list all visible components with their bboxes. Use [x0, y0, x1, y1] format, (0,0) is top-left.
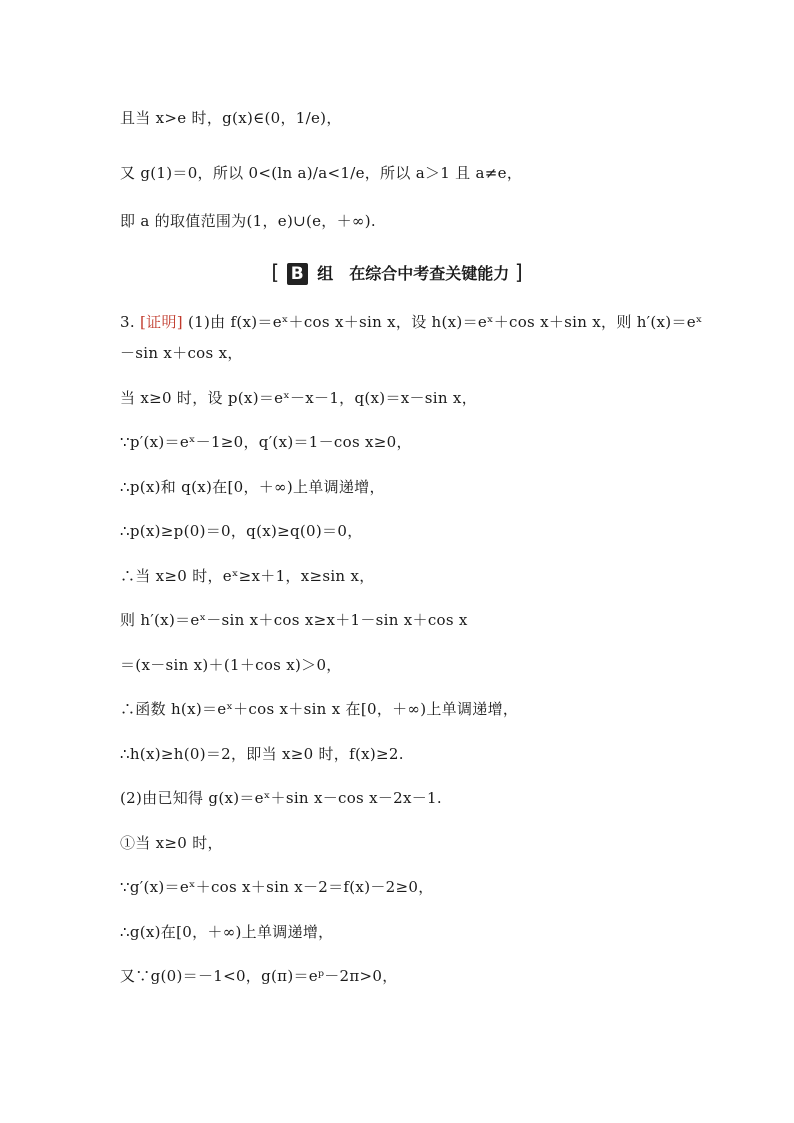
text-line: ∴h(x)≥h(0)＝2，即当 x≥0 时，f(x)≥2. — [120, 745, 404, 763]
heading-open-bracket: [ — [271, 260, 280, 284]
heading-close-bracket: ] — [514, 260, 523, 284]
problem-number: 3. — [120, 313, 135, 331]
problem-text: (1)由 f(x)＝eˣ＋cos x＋sin x，设 h(x)＝eˣ＋cos x＋sin x，则 h′(x)＝eˣ — [187, 313, 703, 331]
group-badge: B — [287, 263, 308, 285]
heading-title: 组 在综合中考查关键能力 — [317, 264, 510, 283]
text-line: 则 h′(x)＝eˣ－sin x＋cos x≥x＋1－sin x＋cos x — [120, 611, 468, 629]
text-line: ∴函数 h(x)＝eˣ＋cos x＋sin x 在[0，＋∞)上单调递增， — [120, 700, 519, 718]
text-line: ∵g′(x)＝eˣ＋cos x＋sin x－2＝f(x)－2≥0， — [120, 878, 434, 896]
text-line: 又 g(1)＝0，所以 0<(ln a)/a<1/e，所以 a＞1 且 a≠e， — [120, 164, 523, 182]
text-line: (2)由已知得 g(x)＝eˣ＋sin x－cos x－2x－1. — [120, 789, 442, 807]
proof-tag: [证明] — [140, 313, 183, 331]
text-line: ∴p(x)≥p(0)＝0，q(x)≥q(0)＝0， — [120, 522, 363, 540]
text-line: ＝(x－sin x)＋(1＋cos x)＞0， — [120, 656, 342, 674]
text-line: 且当 x>e 时，g(x)∈(0，1/e)， — [120, 109, 342, 127]
text-line: ∴g(x)在[0，＋∞)上单调递增， — [120, 923, 334, 941]
text-line: ①当 x≥0 时， — [120, 834, 223, 852]
text-line: 即 a 的取值范围为(1，e)∪(e，＋∞). — [120, 212, 376, 230]
text-line: 又∵g(0)＝－1<0，g(π)＝eᵖ－2π>0， — [120, 967, 398, 985]
section-heading — [0, 260, 794, 286]
text-line: 当 x≥0 时，设 p(x)＝eˣ－x－1，q(x)＝x－sin x， — [120, 389, 477, 407]
text-line: ∵p′(x)＝eˣ－1≥0，q′(x)＝1－cos x≥0， — [120, 433, 412, 451]
text-line: ∴p(x)和 q(x)在[0，＋∞)上单调递增， — [120, 478, 385, 496]
text-line: ∴当 x≥0 时，eˣ≥x＋1，x≥sin x， — [120, 567, 375, 585]
problem-first-line — [120, 312, 703, 332]
text-line: －sin x＋cos x， — [120, 344, 243, 362]
